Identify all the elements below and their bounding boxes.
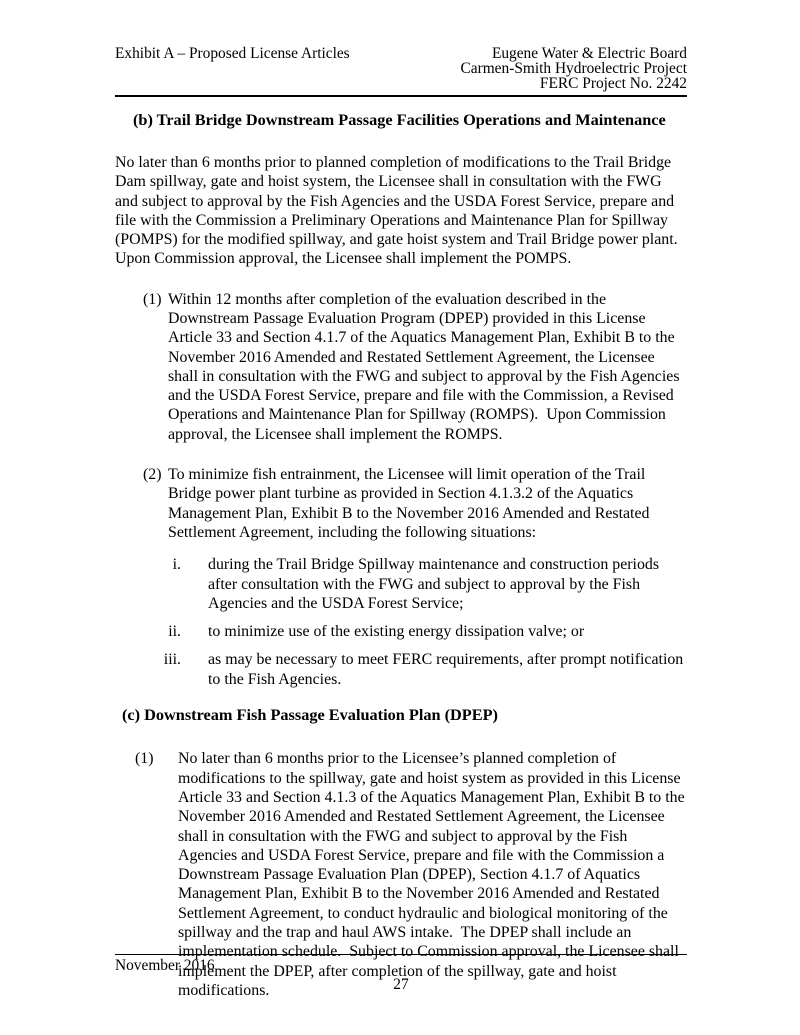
list-item-number: (1) — [135, 750, 154, 768]
sublist-item-text: as may be necessary to meet FERC requirements, after prompt notification to the Fish Agencies. — [208, 651, 688, 688]
sublist-item-number: ii. — [168, 623, 181, 641]
list-item-number: (1) — [143, 290, 162, 308]
section-b-heading: (b) Trail Bridge Downstream Passage Facilities Operations and Maintenance — [133, 109, 666, 129]
footer-date: November 2016 — [115, 957, 215, 974]
header-divider-line — [115, 95, 687, 97]
list-item-text: No later than 6 months prior to the Licensee’s planned completion of modifications to the spillway, gate and hoist system as provided in this License Article 33 and Section 4.1.3 of the Aquatics Management Plan, Exhibit B to the November 2016 Amended and Restated Settlement Agreement, the Licensee shall in consultation with the FWG and subject to approval by the Fish Agencies and USDA Forest Service, prepare and file with the Commission a Downstream Passage Evaluation Plan (DPEP), Section 4.1.7 of Aquatics Management Plan, Exhibit B to the November 2016 Amended and Restated Settlement Agreement, to conduct hydraulic and biological monitoring of the spillway and the trap and haul AWS intake. The DPEP shall include an implementation schedule. Subject to Commission approval, the Licensee shall implement the DPEP, after completion of the spillway, gate and hoist modifications. — [178, 750, 689, 999]
header-organization: Eugene Water & Electric Board — [491, 45, 687, 62]
sublist-item-text: to minimize use of the existing energy dissipation valve; or — [208, 623, 585, 641]
list-item-b-1 — [115, 290, 687, 444]
list-item-text: To minimize fish entrainment, the Licensee will limit operation of the Trail Bridge power plant turbine as provided in Section 4.1.3.2 of the Aquatics Management Plan, Exhibit B to the November 2016 Amended and Restated Settlement Agreement, including the following situations: — [168, 466, 654, 541]
section-b-intro-paragraph: No later than 6 months prior to planned completion of modifications to the Trail Bridge Dam spillway, gate and hoist system, the Licensee shall in consultation with the FWG and subject to approval by the Fish Agencies and the USDA Forest Service, prepare and file with the Commission a Preliminary Operations and Maintenance Plan for Spillway (POMPS) for the modified spillway, and gate hoist system and Trail Bridge power plant. Upon Commission approval, the Licensee shall implement the POMPS. — [115, 153, 686, 268]
sublist-item-ii — [131, 622, 687, 641]
sublist-item-i — [131, 555, 687, 613]
sublist-item-text: during the Trail Bridge Spillway maintenance and construction periods after consultation with the FWG and subject to approval by the Fish Agencies and the USDA Forest Service; — [208, 556, 664, 612]
header-ferc-number: FERC Project No. 2242 — [539, 75, 687, 93]
sublist-item-iii — [131, 650, 687, 689]
page-number: 27 — [393, 976, 409, 993]
sublist-item-number: i. — [172, 556, 181, 574]
list-item-number: (2) — [143, 466, 162, 484]
footer-divider-line — [115, 954, 687, 955]
header-exhibit-title: Exhibit A – Proposed License Articles — [115, 45, 350, 62]
page-content — [115, 46, 687, 1000]
header-right-block — [460, 46, 687, 92]
sublist-item-number: iii. — [163, 651, 181, 669]
list-item-b-2 — [115, 465, 687, 542]
page-footer — [115, 954, 687, 993]
section-c-heading: (c) Downstream Fish Passage Evaluation Plan (DPEP) — [122, 705, 498, 725]
page-header — [115, 46, 687, 92]
header-project-name: Carmen-Smith Hydroelectric Project — [460, 60, 687, 78]
list-item-text: Within 12 months after completion of the evaluation described in the Downstream Passage Evaluation Program (DPEP) provided in this License Article 33 and Section 4.1.7 of the Aquatics Management Plan, Exhibit B to the November 2016 Amended and Restated Settlement Agreement, the Licensee shall in consultation with the FWG and subject to approval by the Fish Agencies and the USDA Forest Service, prepare and file with the Commission, a Revised Operations and Maintenance Plan for Spillway (ROMPS). Upon Commission approval, the Licensee shall implement the ROMPS. — [168, 290, 684, 443]
